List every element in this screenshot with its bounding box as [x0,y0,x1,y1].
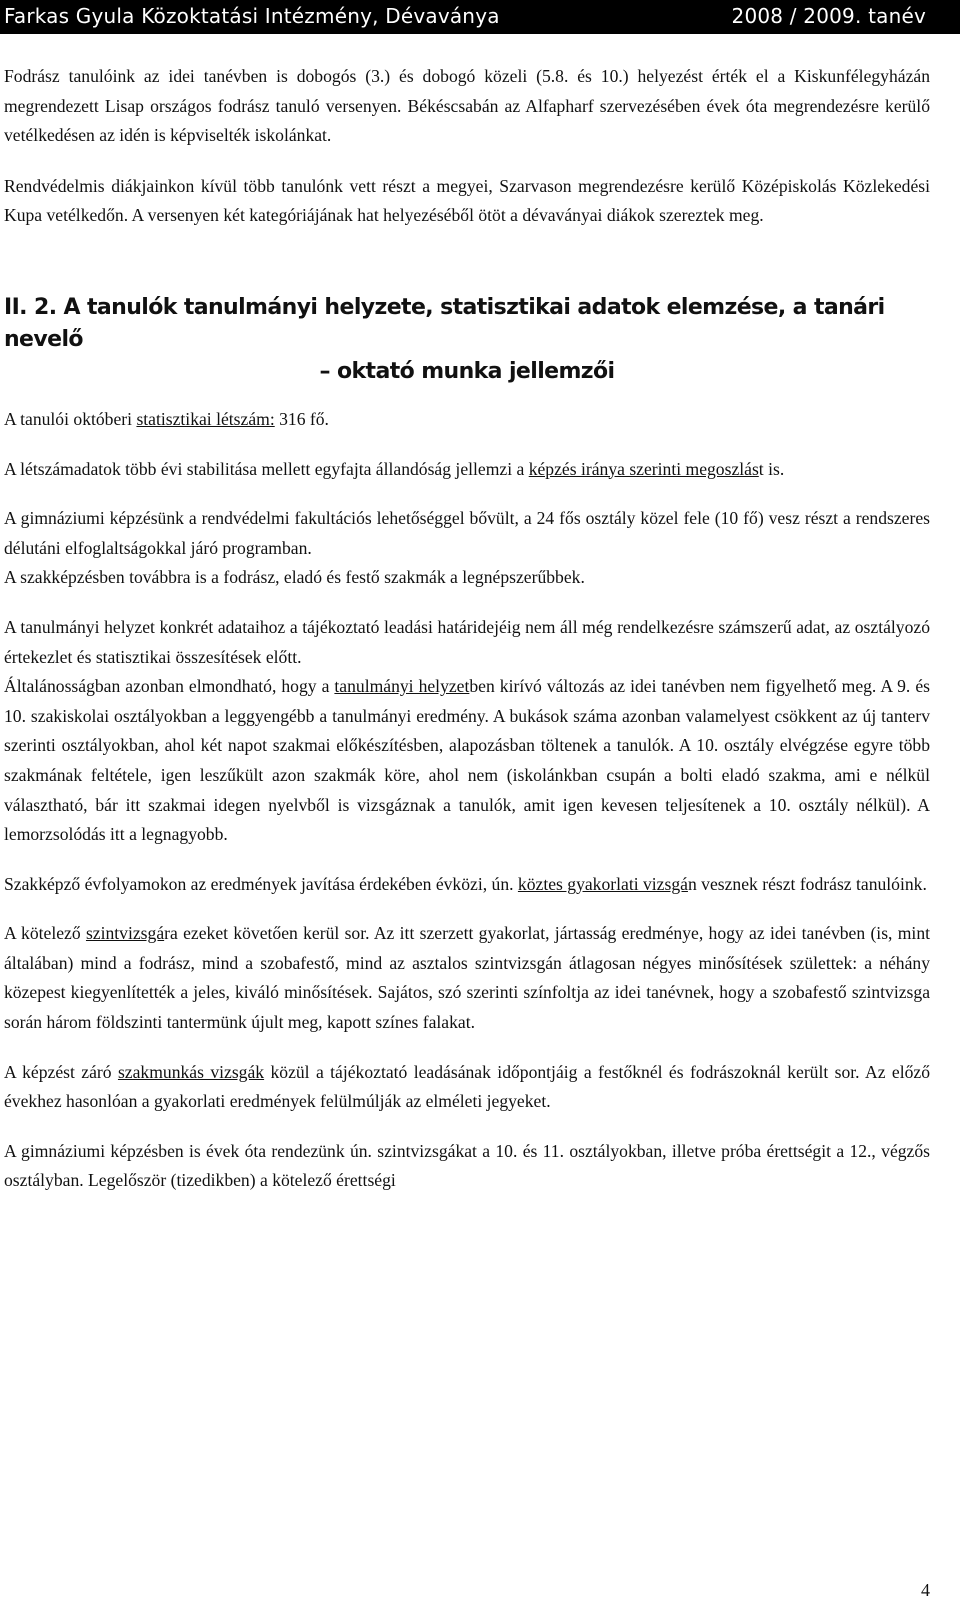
paragraph-headcount: A tanulói októberi statisztikai létszám: 316 fő. [4,408,329,429]
page-number: 4 [921,1580,930,1600]
paragraph-gymnasium: A gimnáziumi képzésünk a rendvédelmi fakultációs lehetőséggel bővült, a 24 fős osztály közel fele (10 fő) vesz részt a rendszeres délutáni elfoglaltságokkal járó programban. [4,508,930,558]
training-distribution-link: képzés iránya szerinti megoszlás [528,458,759,479]
header-school-year: 2008 / 2009. tanév [731,4,926,28]
study-situation-link: tanulmányi helyzet [334,676,470,697]
document-body [4,62,930,1196]
skilled-worker-exam-link: szakmunkás vizsgák [117,1061,265,1082]
section-title-line2: – oktató munka jellemzői [319,358,615,384]
paragraph-study-data: A tanulmányi helyzet konkrét adataihoz a tájékoztató leadási határidejéig nem áll még rendelkezésre számszerű adat, az osztályozó értekezlet és statisztikai összesítések előtt. [4,616,930,667]
paragraph-vocational: A szakképzésben továbbra is a fodrász, eladó és festő szakmák a legnépszerűbbek. [4,567,585,588]
statistical-headcount-link: statisztikai létszám: [136,408,275,429]
level-exam-link: szintvizsgá [85,923,165,944]
intermediate-practical-exam-link: köztes gyakorlati vizsgá [517,873,688,894]
section-title-line1: A tanulók tanulmányi helyzete, statisztikai adatok elemzése, a tanári nevelő [4,294,885,352]
paragraph-gymnasium-exams: A gimnáziumi képzésben is évek óta rendezünk ún. szintvizsgákat a 10. és 11. osztályokban, illetve próba érettségit a 12., végzős osztályban. Legelőször (tizedikben) a kötelező érettségi [4,1140,930,1191]
paragraph-intermediate-exam: Szakképző évfolyamokon az eredmények javítása érdekében évközi, ún. köztes gyakorlati vizsgán vesznek részt fodrász tanulóink. [4,873,927,894]
header-institution: Farkas Gyula Közoktatási Intézmény, Dévaványa [4,4,500,28]
page-header [0,0,960,34]
paragraph-level-exam: A kötelező szintvizsgára ezeket követően kerül sor. Az itt szerzett gyakorlat, jártasság eredménye, hogy az idei tanévben (is, mint általában) mind a fodrász, mind a szobafestő, mind az asztalos szintvizsgán átlagosan négyes minősítések születtek: a néhány közepest kiegyenlítették a jeles, kiváló minősítések. Sajátos, szó szerinti színfoltja az idei tanévnek, hogy a szobafestő szintvizsga során három földszinti tantermünk újult meg, kapott színes falakat. [4,923,930,1033]
section-heading [4,292,930,388]
paragraph-final-exams: A képzést záró szakmunkás vizsgák közül a tájékoztató leadásának időpontjáig a festőknél és fodrászoknál került sor. Az előző évekhez hasonlóan a gyakorlati eredmények felülmúlják az elméleti jegyeket. [4,1061,931,1112]
section-number: II. 2. [4,294,57,320]
paragraph-traffic-cup: Rendvédelmis diákjainkon kívül több tanulónk vett részt a megyei, Szarvason megrendezésre kerülő Középiskolás Közlekedési Kupa vetélkedőn. A versenyen két kategóriájának hat helyezéséből ötöt a dévaványai diákok szereztek meg. [4,175,930,226]
paragraph-hairdresser-competition: Fodrász tanulóink az idei tanévben is dobogós (3.) és dobogó közeli (5.8. és 10.) helyezést érték el a Kiskunfélegyházán megrendezett Lisap országos fodrász tanuló versenyen. Békéscsabán az Alfapharf szervezésében évek óta megrendezésre kerülő vetélkedésen az idén is képviselték iskolánkat. [4,66,930,146]
paragraph-stability: A létszámadatok több évi stabilitása mellett egyfajta állandóság jellemzi a képzés iránya szerinti megoszlást is. [4,458,785,479]
paragraph-study-situation: Általánosságban azonban elmondható, hogy a tanulmányi helyzetben kirívó változás az idei tanévben nem figyelhető meg. A 9. és 10. szakiskolai osztályokban a leggyengébb a tanulmányi eredmény. A bukások száma azonban valamelyest csökkent az új tanterv szerinti osztályokban, ahol két napot szakmai előkészítésben, alapozásban töltenek a tanulók. A 10. osztály elvégzése egyre több szakmának feltétele, igen leszűkült azon szakmák köre, ahol nem (iskolánkban csupán a bolti eladó szakma, ami e nélkül választható, bár itt szakmai idegen nyelvből is vizsgáznak a tanulók, amit igen kevesen teljesítenek a 10. osztály nélkül). A lemorzsolódás itt a legnagyobb. [4,676,930,845]
